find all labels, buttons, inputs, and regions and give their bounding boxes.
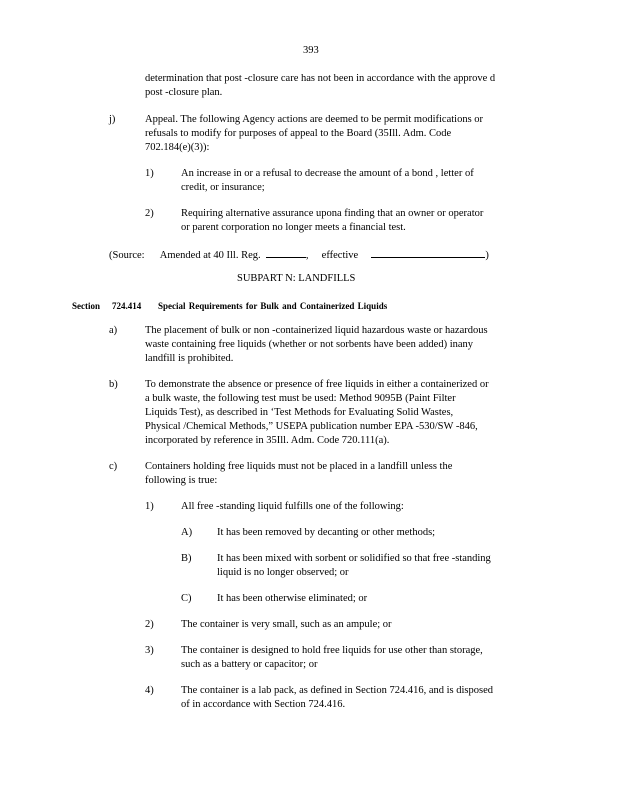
item-a-line-3: landfill is prohibited. (145, 353, 234, 364)
source-note (109, 247, 489, 262)
continuation-line-1: determination that post -closure care has not been in accordance with the approve d (145, 73, 496, 84)
source-open: (Source: (109, 250, 145, 261)
item-c-1-A-label: A) (181, 527, 193, 538)
item-c-1-C-line-1: It has been otherwise eliminated; or (217, 593, 368, 604)
item-j-2-line-1: Requiring alternative assurance upona finding that an owner or operator (181, 208, 484, 219)
section-label: Section (72, 301, 100, 311)
item-j-2-line-2: or parent corporation no longer meets a financial test. (181, 222, 406, 233)
section-title: Special Requirements for Bulk and Containerized Liquids (158, 301, 388, 311)
item-c-1-label: 1) (145, 501, 154, 512)
item-c-1-B-line-1: It has been mixed with sorbent or solidified so that free -standing (217, 553, 491, 564)
subpart-heading: SUBPART N: LANDFILLS (237, 273, 356, 284)
item-j-line-3: 702.184(e)(3)): (145, 142, 210, 153)
item-j-line-1: Appeal. The following Agency actions are deemed to be permit modifications or (145, 114, 484, 125)
source-close: ) (485, 250, 489, 261)
item-a-line-2: waste containing free liquids (whether or not sorbents have been added) inany (145, 339, 474, 350)
source-effective: effective (321, 250, 359, 261)
item-c-line-1: Containers holding free liquids must not be placed in a landfill unless the (145, 461, 453, 472)
item-c-4-line-2: of in accordance with Section 724.416. (181, 699, 346, 710)
section-number: 724.414 (112, 301, 142, 311)
item-j-label: j) (109, 114, 116, 125)
item-c-1-B-label: B) (181, 553, 192, 564)
item-c-line-2: following is true: (145, 475, 218, 486)
item-c-3-label: 3) (145, 645, 154, 656)
item-c-1-C-label: C) (181, 593, 192, 604)
item-j-1-line-1: An increase in or a refusal to decrease the amount of a bond , letter of (181, 168, 474, 179)
continuation-line-2: post -closure plan. (145, 87, 223, 98)
item-c-3-line-2: such as a battery or capacitor; or (181, 659, 318, 670)
item-b-line-4: Physical /Chemical Methods,” USEPA publication number EPA -530/SW -846, (145, 421, 478, 432)
item-j-line-2: refusals to modify for purposes of appeal to the Board (35Ill. Adm. Code (145, 128, 452, 139)
source-amended: Amended at 40 Ill. Reg. (159, 250, 261, 261)
item-j-2-label: 2) (145, 208, 154, 219)
item-j-1-label: 1) (145, 168, 154, 179)
source-comma: , (305, 250, 309, 261)
reg-blank (266, 247, 306, 258)
item-c-4-label: 4) (145, 685, 154, 696)
item-b-line-5: incorporated by reference in 35Ill. Adm. Code 720.111(a). (145, 435, 390, 446)
item-c-3-line-1: The container is designed to hold free liquids for use other than storage, (181, 645, 483, 656)
effective-blank (371, 247, 485, 258)
item-c-4-line-1: The container is a lab pack, as defined in Section 724.416, and is disposed (181, 685, 494, 696)
item-c-2-label: 2) (145, 619, 154, 630)
item-b-line-2: a bulk waste, the following test must be used: Method 9095B (Paint Filter (145, 393, 456, 404)
item-b-line-3: Liquids Test), as described in ‘Test Methods for Evaluating Solid Wastes, (145, 407, 454, 418)
item-c-label: c) (109, 461, 118, 472)
item-c-2-line-1: The container is very small, such as an ampule; or (181, 619, 392, 630)
item-a-label: a) (109, 325, 118, 336)
item-c-1-A-line-1: It has been removed by decanting or other methods; (217, 527, 436, 538)
page-number: 393 (303, 45, 319, 56)
item-j-1-line-2: credit, or insurance; (181, 182, 265, 193)
item-c-1-B-line-2: liquid is no longer observed; or (217, 567, 349, 578)
item-c-1-line-1: All free -standing liquid fulfills one of the following: (181, 501, 404, 512)
item-b-line-1: To demonstrate the absence or presence of free liquids in either a containerized or (145, 379, 489, 390)
item-b-label: b) (109, 379, 118, 390)
item-a-line-1: The placement of bulk or non -containerized liquid hazardous waste or hazardous (145, 325, 488, 336)
